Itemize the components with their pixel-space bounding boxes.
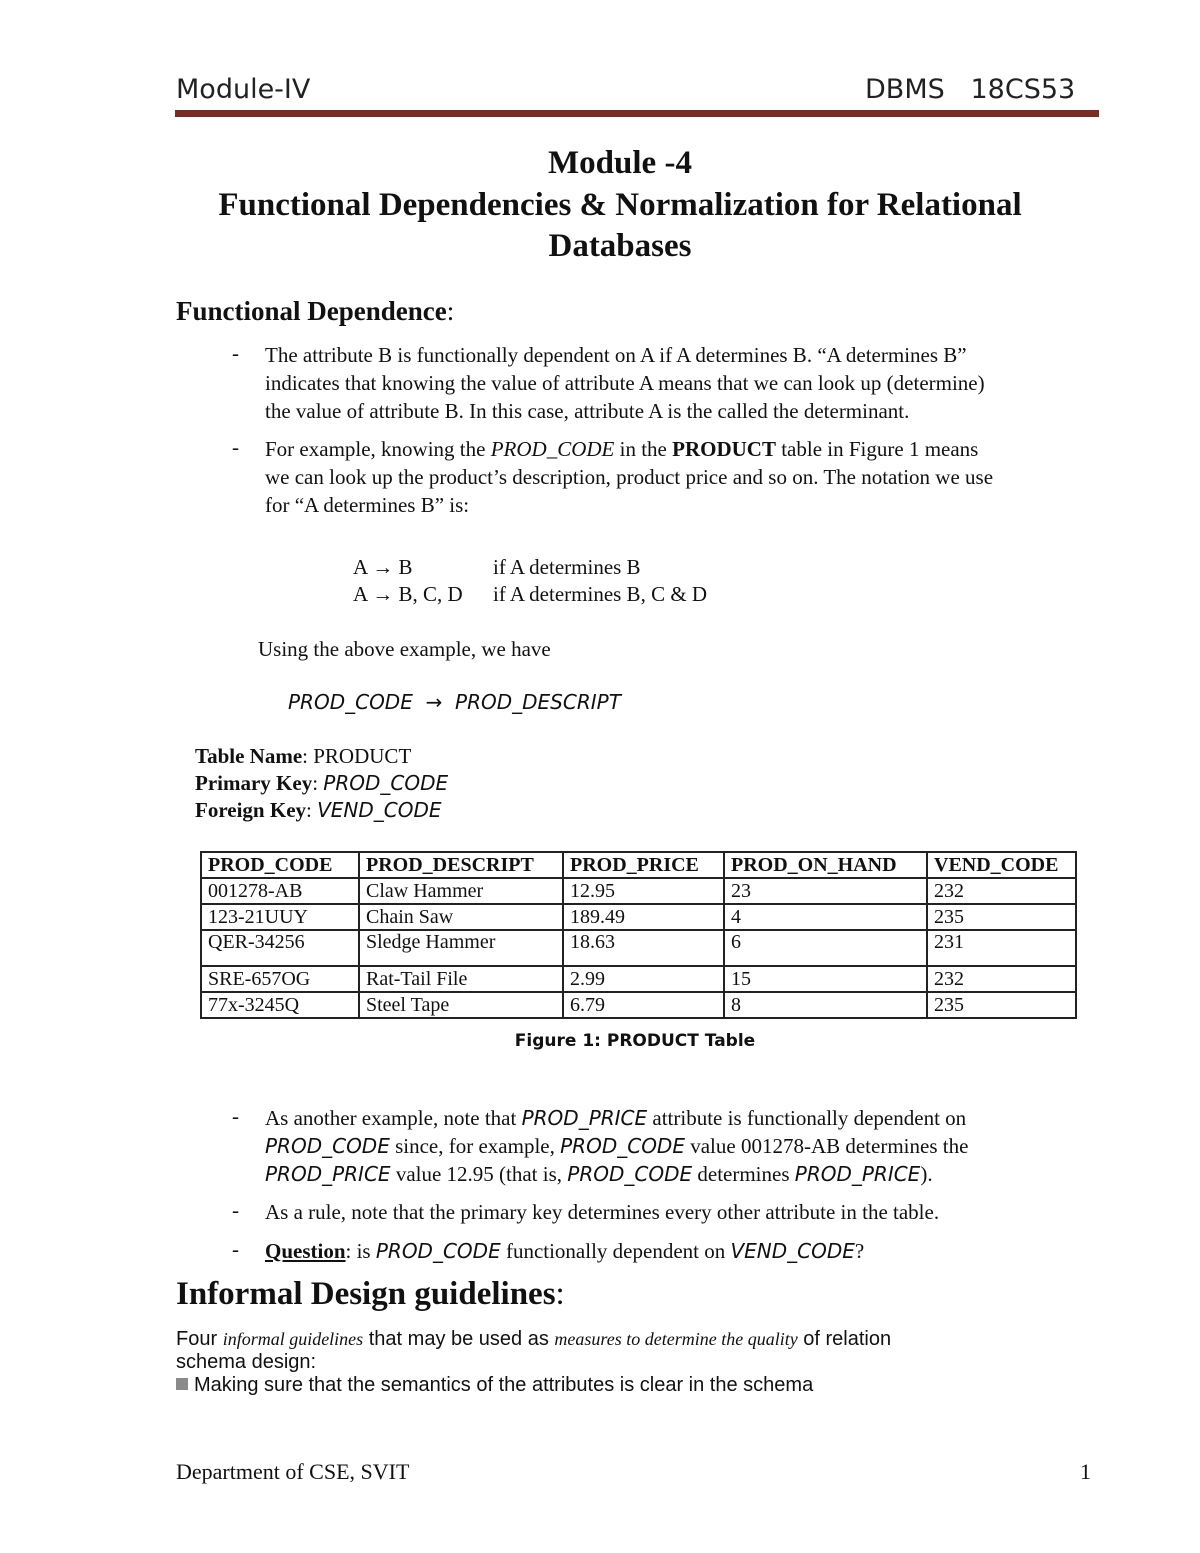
- table-cell: 6.79: [563, 992, 724, 1018]
- table-cell: SRE-657OG: [201, 966, 359, 992]
- module-title: Module -4: [548, 145, 692, 181]
- table-row: [201, 904, 1076, 930]
- table-cell: 8: [724, 992, 927, 1018]
- bullet-dash: -: [232, 341, 239, 365]
- page-number: 1: [1080, 1459, 1091, 1484]
- header-module: Module-IV: [176, 74, 311, 105]
- module-subtitle-line1: Functional Dependencies & Normalization for Relational: [218, 187, 1022, 223]
- column-header: PROD_CODE: [201, 852, 359, 878]
- table-cell: 232: [927, 878, 1076, 904]
- header-course: DBMS 18CS53: [865, 74, 1076, 105]
- notation-row-2-left: A → B, C, D: [353, 582, 463, 606]
- table-cell: Chain Saw: [359, 904, 563, 930]
- bullet-another-example: As another example, note that PROD_PRICE attribute is functionally dependent on PROD_CODE since, for example, PROD_CODE value 001278-AB determines the PROD_PRICE value 12.95 (that is, PROD_CODE determines PROD_PRICE).: [265, 1106, 969, 1186]
- table-cell: 235: [927, 904, 1076, 930]
- table-cell: 6: [724, 930, 927, 966]
- column-header: PROD_ON_HAND: [724, 852, 927, 878]
- table-row: [201, 992, 1076, 1018]
- notation-row-1-right: if A determines B: [493, 555, 641, 579]
- notation-row-1-left: A → B: [353, 555, 413, 579]
- header-rule: [175, 110, 1099, 117]
- table-cell: Steel Tape: [359, 992, 563, 1018]
- bullet-dash: -: [232, 1104, 239, 1128]
- table-cell: 77x-3245Q: [201, 992, 359, 1018]
- footer-department: Department of CSE, SVIT: [176, 1459, 410, 1484]
- table-cell: 23: [724, 878, 927, 904]
- table-cell: 18.63: [563, 930, 724, 966]
- bullet-dash: -: [232, 435, 239, 459]
- table-cell: 15: [724, 966, 927, 992]
- figure-caption: Figure 1: PRODUCT Table: [514, 1031, 756, 1051]
- table-cell: QER-34256: [201, 930, 359, 966]
- table-cell: 123-21UUY: [201, 904, 359, 930]
- square-bullet-icon: [176, 1378, 188, 1390]
- product-table: [200, 851, 1077, 1019]
- table-cell: 232: [927, 966, 1076, 992]
- bullet-example: For example, knowing the PROD_CODE in the PRODUCT table in Figure 1 means we can look up the product’s description, product price and so on. The notation we use for “A determines B” is:: [265, 437, 994, 517]
- section-heading-informal-design: Informal Design guidelines:: [176, 1276, 565, 1312]
- table-cell: Claw Hammer: [359, 878, 563, 904]
- table-cell: 4: [724, 904, 927, 930]
- column-header: VEND_CODE: [927, 852, 1076, 878]
- table-cell: Sledge Hammer: [359, 930, 563, 966]
- bullet-definition: The attribute B is functionally dependent on A if A determines B. “A determines B” indicates that knowing the value of attribute A means that we can look up (determine) the value of attribute B. In this case, attribute A is the called the determinant.: [265, 343, 985, 423]
- notation-row-2-right: if A determines B, C & D: [493, 582, 708, 606]
- table-cell: 235: [927, 992, 1076, 1018]
- informal-guidelines-paragraph: Four informal guidelines that may be used as measures to determine the quality of relation schema design: Making sure that the semantics of the attributes is clear in the schema: [176, 1328, 892, 1396]
- foreign-key-line: Foreign Key: VEND_CODE: [195, 798, 442, 822]
- section-heading-functional-dependence: Functional Dependence:: [176, 296, 455, 326]
- column-header: PROD_DESCRIPT: [359, 852, 563, 878]
- column-header: PROD_PRICE: [563, 852, 724, 878]
- table-cell: 12.95: [563, 878, 724, 904]
- table-row: [201, 966, 1076, 992]
- bullet-primary-key-rule: As a rule, note that the primary key determines every other attribute in the table.: [265, 1200, 940, 1224]
- table-cell: 001278-AB: [201, 878, 359, 904]
- table-row: [201, 930, 1076, 966]
- table-row: [201, 878, 1076, 904]
- table-name-line: Table Name: PRODUCT: [195, 744, 412, 768]
- primary-key-line: Primary Key: PROD_CODE: [195, 771, 449, 795]
- table-header-row: [201, 852, 1076, 878]
- module-subtitle-line2: Databases: [548, 228, 692, 264]
- bullet-dash: -: [232, 1198, 239, 1222]
- bullet-dash: -: [232, 1237, 239, 1261]
- table-cell: 189.49: [563, 904, 724, 930]
- bullet-question: Question: is PROD_CODE functionally dependent on VEND_CODE?: [265, 1239, 865, 1263]
- using-example-text: Using the above example, we have: [258, 637, 551, 661]
- table-cell: Rat-Tail File: [359, 966, 563, 992]
- table-cell: 231: [927, 930, 1076, 966]
- table-cell: 2.99: [563, 966, 724, 992]
- example-fd: PROD_CODE → PROD_DESCRIPT: [288, 690, 621, 714]
